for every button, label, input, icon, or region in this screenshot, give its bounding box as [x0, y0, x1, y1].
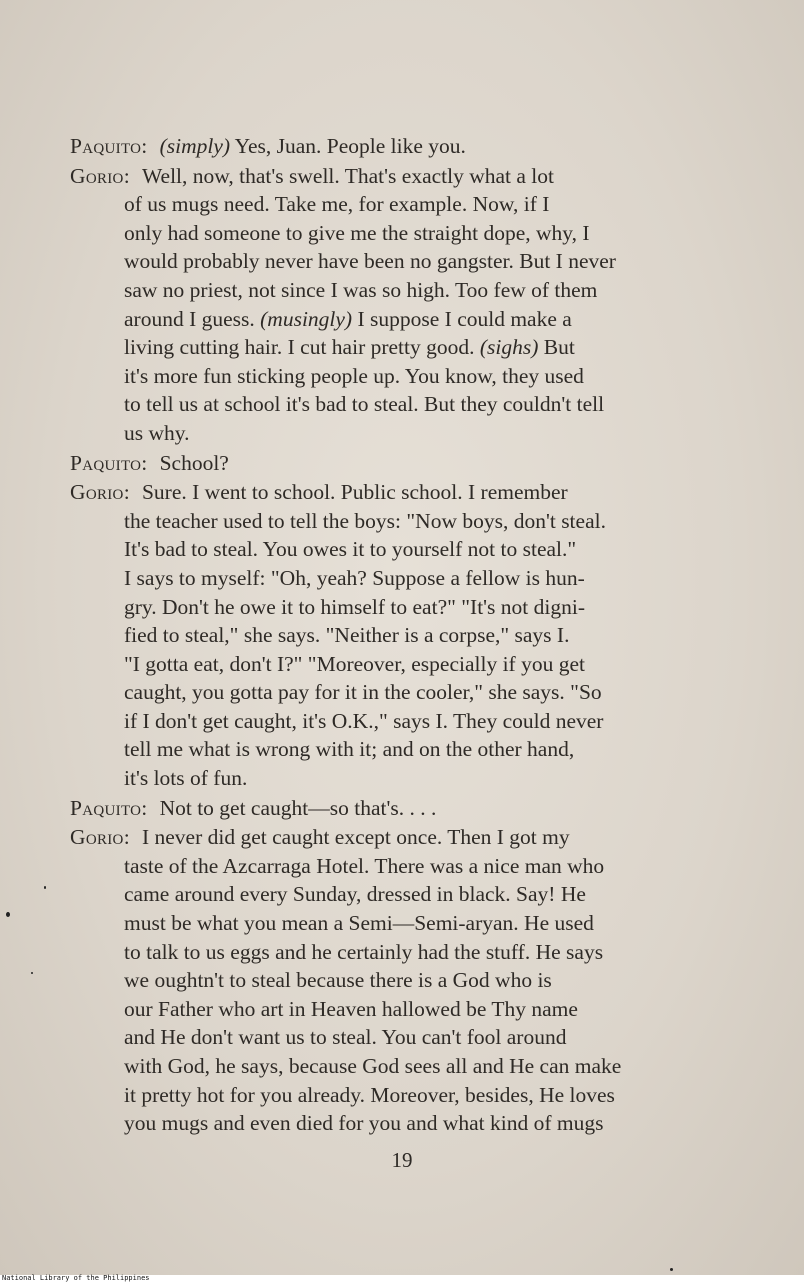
dialogue-line: came around every Sunday, dressed in black. Say! He: [124, 882, 586, 907]
speaker-name: Gorio:: [70, 825, 130, 850]
dialogue-text: Yes, Juan. People like you.: [230, 134, 466, 158]
dialogue-line: I says to myself: "Oh, yeah? Suppose a fellow is hun-: [124, 565, 585, 590]
ink-speck: [6, 912, 10, 917]
dialogue-line: only had someone to give me the straight dope, why, I: [124, 220, 590, 245]
dialogue-line: [70, 305, 720, 334]
dialogue-text: Not to get caught—so that's. . . .: [159, 795, 437, 820]
ink-speck: [670, 1268, 673, 1271]
speaker-name: Paquito:: [70, 450, 148, 475]
dialogue-line: It's bad to steal. You owes it to yourself not to steal.": [124, 537, 577, 562]
dialogue-line: to talk to us eggs and he certainly had the stuff. He says: [124, 939, 604, 964]
speech-gorio-2: [70, 478, 720, 793]
dialogue-line: saw no priest, not since I was so high. Too few of them: [124, 277, 598, 302]
dialogue-line: the teacher used to tell the boys: "Now boys, don't steal.: [124, 508, 606, 533]
dialogue-text: living cutting hair. I cut hair pretty good.: [124, 335, 480, 360]
dialogue-line: taste of the Azcarraga Hotel. There was a nice man who: [124, 853, 605, 878]
dialogue-line: would probably never have been no gangster. But I never: [124, 249, 616, 274]
dialogue-line: fied to steal," she says. "Neither is a corpse," says I.: [124, 623, 570, 648]
dialogue-text: I suppose I could make a: [352, 306, 572, 331]
stage-direction: (sighs): [479, 335, 539, 360]
speaker-name: Gorio:: [70, 163, 130, 188]
speech-paquito-1: [70, 132, 720, 161]
dialogue-line: us why.: [124, 420, 190, 445]
dialogue-line: it's lots of fun.: [124, 766, 248, 791]
dialogue-line: [70, 333, 720, 362]
dialogue-line: it's more fun sticking people up. You know, they used: [124, 363, 584, 388]
speech-paquito-3: [70, 794, 720, 823]
dialogue-line: "I gotta eat, don't I?" "Moreover, especially if you get: [124, 651, 585, 676]
footer-bar: [0, 1275, 804, 1283]
dialogue-line: and He don't want us to steal. You can't fool around: [124, 1025, 567, 1050]
dialogue-line: gry. Don't he owe it to himself to eat?" "It's not digni-: [124, 594, 585, 619]
dialogue-line: must be what you mean a Semi—Semi-aryan. He used: [124, 911, 594, 936]
ink-speck: [31, 972, 33, 974]
speaker-name: Paquito:: [70, 134, 148, 158]
dialogue-text: Sure. I went to school. Public school. I remember: [141, 480, 568, 505]
dialogue-line: caught, you gotta pay for it in the cooler," she says. "So: [124, 680, 602, 705]
speech-gorio-1: [70, 162, 720, 448]
page-number: 19: [391, 1148, 413, 1172]
dialogue-line: it pretty hot for you already. Moreover, besides, He loves: [124, 1082, 615, 1107]
dialogue-line: our Father who art in Heaven hallowed be Thy name: [124, 996, 578, 1021]
dialogue-text: I never did get caught except once. Then I got my: [141, 825, 570, 850]
ink-speck: [44, 886, 46, 889]
dialogue-line: if I don't get caught, it's O.K.," says I. They could never: [124, 708, 604, 733]
stage-direction: (simply): [159, 134, 231, 158]
play-text: [70, 132, 720, 1138]
speech-paquito-2: [70, 449, 720, 478]
dialogue-line: to tell us at school it's bad to steal. But they couldn't tell: [124, 392, 605, 417]
dialogue-line: with God, he says, because God sees all and He can make: [124, 1054, 622, 1078]
dialogue-line: we oughtn't to steal because there is a God who is: [124, 968, 552, 993]
dialogue-text: School?: [159, 450, 229, 475]
dialogue-line: of us mugs need. Take me, for example. Now, if I: [124, 192, 550, 217]
stage-direction: (musingly): [260, 306, 353, 331]
speech-gorio-3: [70, 823, 720, 1138]
speaker-name: Gorio:: [70, 480, 130, 505]
dialogue-line: tell me what is wrong with it; and on the other hand,: [124, 737, 575, 762]
footer-credit: National Library of the Philippines: [2, 1274, 150, 1282]
dialogue-text: around I guess.: [124, 306, 261, 331]
dialogue-text: But: [538, 335, 575, 360]
speaker-name: Paquito:: [70, 795, 148, 820]
dialogue-line: you mugs and even died for you and what kind of mugs: [124, 1111, 604, 1136]
dialogue-text: Well, now, that's swell. That's exactly what a lot: [141, 163, 555, 188]
